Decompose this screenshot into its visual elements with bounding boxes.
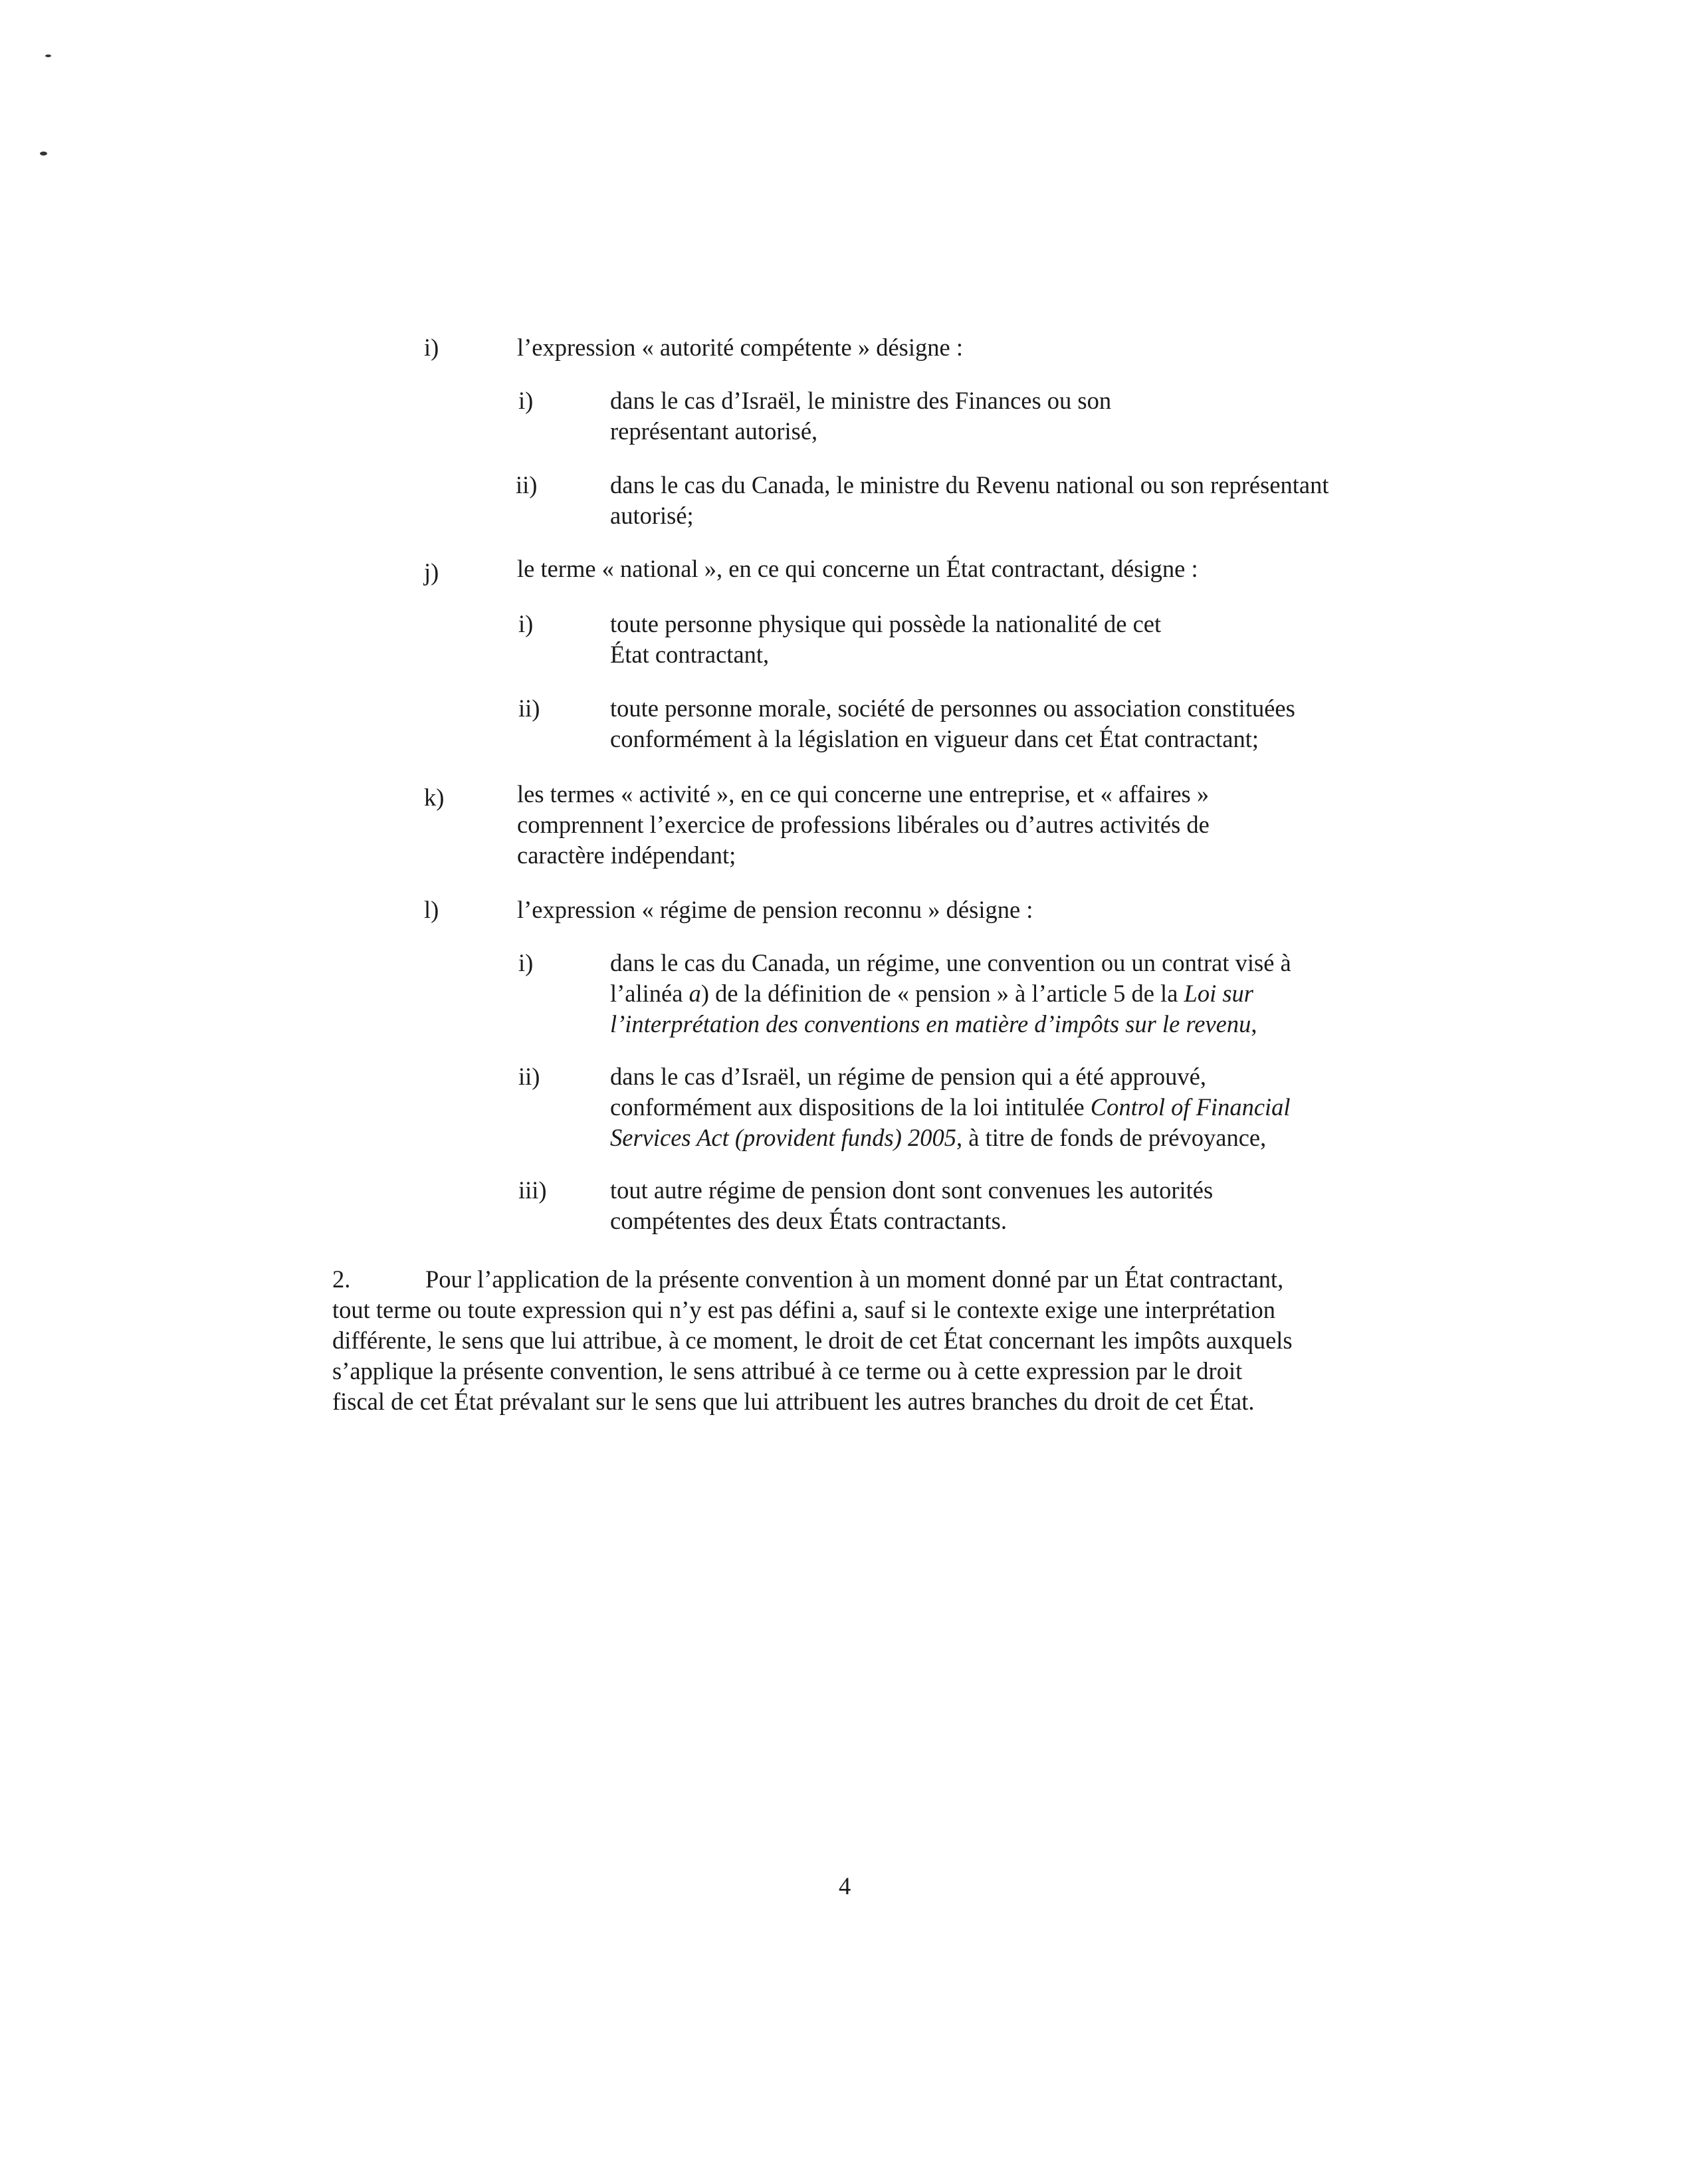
- page-number: 4: [839, 1872, 851, 1900]
- item-label: i): [424, 334, 439, 361]
- subitem-label: i): [518, 949, 534, 976]
- subitem-label: i): [518, 610, 534, 637]
- item-text: les termes « activité », en ce qui concerne une entreprise, et « affaires » comprennent l’exercice de professions libérales ou d’autres activités de caractère indépendant;: [517, 780, 1210, 869]
- subitem-label: ii): [516, 471, 538, 498]
- item-label: k): [424, 784, 445, 811]
- subitem-label: i): [518, 387, 534, 414]
- paragraph-number: 2.: [332, 1265, 351, 1293]
- item-label: l): [424, 896, 439, 923]
- subitem-text: toute personne physique qui possède la nationalité de cet État contractant,: [610, 610, 1162, 668]
- item-text: l’expression « régime de pension reconnu » désigne :: [517, 896, 1033, 923]
- paragraph-2: Pour l’application de la présente convention à un moment donné par un État contractant, tout terme ou toute expression qui n’y est pas défini a, sauf si le contexte exige une interprétation différente, le sens que lui attribue, à ce moment, le droit de cet État concernant les impôts auxquels s’applique la présente convention, le sens attribué à ce terme ou à cette expression par le droit fiscal de cet État prévalant sur le sens que lui attribuent les autres branches du droit de cet État.: [332, 1265, 1293, 1415]
- subitem-text: dans le cas du Canada, le ministre du Revenu national ou son représentant autorisé;: [610, 471, 1329, 529]
- subitem-text: tout autre régime de pension dont sont convenues les autorités compétentes des deux États contractants.: [610, 1176, 1214, 1234]
- item-label: j): [424, 558, 439, 586]
- item-text: l’expression « autorité compétente » désigne :: [517, 334, 963, 361]
- scan-speck: [45, 55, 51, 57]
- subitem-text: toute personne morale, société de personnes ou association constituées conformément à la législation en vigueur dans cet État contractant;: [610, 695, 1295, 752]
- subitem-label: iii): [518, 1176, 547, 1204]
- subitem-label: ii): [518, 695, 540, 722]
- subitem-label: ii): [518, 1063, 540, 1090]
- subitem-text: dans le cas d’Israël, un régime de pension qui a été approuvé, conformément aux dispositions de la loi intitulée Control of Financial Services Act (provident funds) 2005, à titre de fonds de prévoyance,: [610, 1063, 1291, 1151]
- scan-speck: [40, 152, 47, 156]
- subitem-text: dans le cas du Canada, un régime, une convention ou un contrat visé à l’alinéa a) de la définition de « pension » à l’article 5 de la Loi sur l’interprétation des conventions en matière d’impôts sur le revenu,: [610, 949, 1291, 1037]
- item-text: le terme « national », en ce qui concerne un État contractant, désigne :: [517, 555, 1198, 582]
- subitem-text: dans le cas d’Israël, le ministre des Finances ou son représentant autorisé,: [610, 387, 1112, 445]
